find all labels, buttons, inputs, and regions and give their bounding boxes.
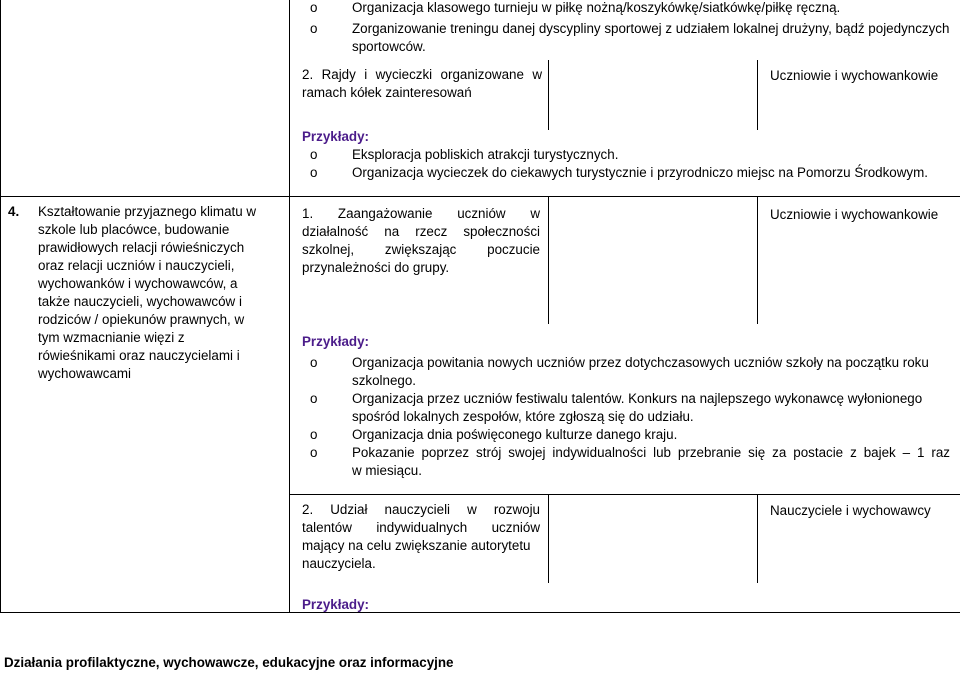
task-1: 1. Zaangażowanie uczniów w działalność na rzecz społeczności szkolnej, zwiększając poczucie przynależności do grupy. [302,206,540,275]
col-divider-3b [757,196,758,324]
col-divider-3 [757,60,758,130]
bullet-marker: o [310,427,318,442]
col-divider-2c [548,494,549,583]
bullet-marker: o [310,147,318,162]
examples-label: Przykłady: [302,129,369,144]
row-divider-task2 [289,494,960,495]
col-divider-2b [548,196,549,324]
examples-label: Przykłady: [302,597,369,612]
table-left-border [0,0,1,612]
bullet-marker: o [310,165,318,180]
activity-trips: 2. Rajdy i wycieczki organizowane w ramach kółek zainteresowań [302,67,542,100]
col-divider-2 [548,60,549,130]
table-bottom-border [0,612,960,613]
responsible-trips: Uczniowie i wychowankowie [770,68,939,83]
task-2: 2. Udział nauczycieli w rozwoju talentów indywidualnych uczniów mający na celu zwiększanie autorytetu nauczyciela. [302,502,540,571]
footer-title: Działania profilaktyczne, wychowawcze, edukacyjne oraz informacyjne [4,655,454,670]
bullet-marker: o [310,0,318,15]
col-divider-3c [757,494,758,583]
col-divider-1 [289,0,290,612]
bullet-marker: o [310,445,318,460]
bullet-marker: o [310,21,318,36]
examples-label: Przykłady: [302,334,369,349]
bullet-marker: o [310,391,318,406]
section-goal: Kształtowanie przyjaznego klimatu w szkole lub placówce, budowanie prawidłowych relacji rówieśniczych oraz relacji uczniów i nauczycieli, wychowanków i wychowawców, a także nauczycieli, wychowawców i rodziców / opiekunów prawnych, w tym wzmacnianie więzi z rówieśnikami oraz nauczycielami i wychowawcami [38,204,257,381]
responsible-task-2: Nauczyciele i wychowawcy [770,503,931,518]
responsible-task-1: Uczniowie i wychowankowie [770,207,939,222]
row-divider-section4 [0,196,960,197]
section-number: 4. [8,204,20,219]
bullet-marker: o [310,355,318,370]
